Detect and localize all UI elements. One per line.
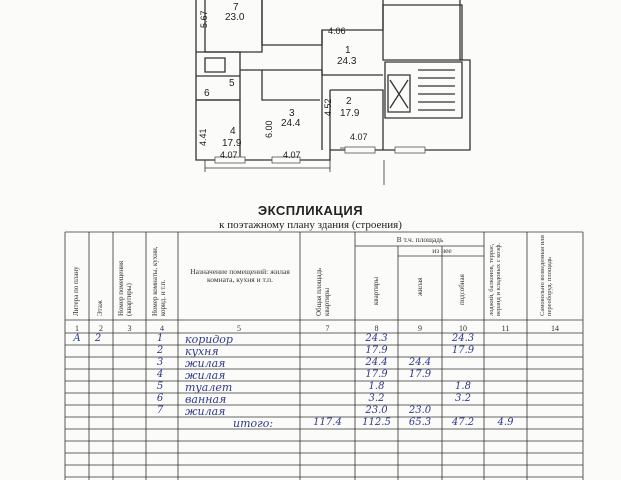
header-total-area: Общая площадь квартиры: [315, 267, 331, 316]
header-apartment-number: Номер помещения (квартиры): [117, 260, 133, 316]
room-number-label: 3: [289, 108, 295, 119]
litera-cell: А: [73, 333, 81, 344]
dimension-label: 4.07: [283, 150, 301, 160]
column-number: 7: [325, 324, 330, 333]
dimension-label: 4.07: [220, 150, 238, 160]
room-number-cell: 7: [156, 405, 164, 416]
apartment-area-cell: 24.4: [365, 357, 388, 368]
auxiliary-area-cell: 1.8: [455, 381, 471, 392]
total-auxiliary-area-cell: 47.2: [451, 417, 475, 428]
column-number: 3: [127, 324, 132, 333]
room-number-label: 7: [233, 2, 239, 13]
column-number: 4: [160, 324, 164, 333]
apartment-area-cell: 23.0: [365, 405, 388, 416]
auxiliary-area-cell: 3.2: [455, 393, 471, 404]
column-number: 5: [237, 324, 241, 333]
room-number-label: 5: [229, 78, 235, 89]
header-floor: Этаж: [96, 300, 104, 316]
auxiliary-area-cell: 24.3: [451, 333, 475, 344]
room-number-label: 2: [346, 96, 352, 107]
apartment-area-cell: 17.9: [365, 369, 388, 380]
dimension-label: 4.06: [328, 26, 346, 36]
header-room-number: Номер комнаты, кухни, корид. и т.п.: [151, 246, 167, 316]
room-number-cell: 3: [156, 357, 164, 368]
header-of-which: из нее: [432, 246, 452, 255]
dimension-label: 5.67: [199, 10, 209, 28]
room-area-label: 24.3: [337, 56, 357, 67]
living-area-cell: 23.0: [408, 405, 432, 416]
header-loggias: лоджий, балконов, террас, веранд и кладовых с коэф.: [488, 243, 502, 316]
room-number-cell: 4: [156, 369, 164, 380]
living-area-cell: 24.4: [408, 357, 432, 368]
page-title: ЭКСПЛИКАЦИЯ: [257, 203, 364, 218]
room-area-label: 24.4: [281, 118, 301, 129]
dimension-label: 6.00: [264, 120, 274, 138]
room-number-cell: 5: [156, 381, 164, 392]
page-subtitle: к поэтажному плану здания (строения): [219, 219, 402, 231]
total-area-cell: 117.4: [313, 417, 342, 428]
total-loggia-area-cell: 4.9: [497, 417, 514, 428]
room-name-cell: туалет: [185, 381, 233, 394]
column-number: 11: [501, 324, 510, 333]
floor-cell: 2: [94, 333, 102, 344]
dimension-label: 4.41: [198, 128, 208, 146]
column-number: 9: [418, 324, 422, 333]
dimension-label: 4.52: [323, 98, 333, 116]
room-number-cell: 1: [156, 333, 164, 344]
total-living-area-cell: 65.3: [408, 417, 432, 428]
auxiliary-area-cell: 17.9: [451, 345, 475, 356]
living-area-cell: 17.9: [408, 369, 432, 380]
apartment-area-cell: 1.8: [368, 381, 385, 392]
room-area-label: 17.9: [340, 108, 360, 119]
room-name-cell: жилая: [185, 369, 226, 382]
column-number: 14: [551, 324, 559, 333]
room-name-cell: жилая: [185, 405, 226, 418]
dimension-label: 4.07: [350, 132, 368, 142]
apartment-area-cell: 24.3: [365, 333, 388, 344]
room-number-cell: 2: [156, 345, 164, 356]
column-number: 8: [374, 324, 379, 333]
header-auxiliary: подсобная: [458, 274, 466, 305]
room-name-cell: кухня: [185, 345, 219, 358]
room-area-label: 23.0: [225, 12, 245, 23]
room-number-label: 4: [230, 126, 236, 137]
room-number-cell: 6: [156, 393, 164, 404]
header-self-built-area: Самовольно возведенная или переоборуд. площадь: [539, 235, 553, 316]
room-name-cell: жилая: [185, 357, 226, 370]
room-number-label: 1: [345, 45, 351, 56]
column-number: 1: [75, 324, 79, 333]
header-litera: Литера по плану: [72, 266, 80, 316]
apartment-area-cell: 17.9: [365, 345, 388, 356]
column-number: 2: [99, 324, 103, 333]
apartment-area-cell: 3.2: [368, 393, 385, 404]
header-living: жилая: [416, 277, 424, 296]
room-name-cell: ванная: [185, 393, 227, 406]
total-apartment-area-cell: 112.5: [362, 417, 391, 428]
header-including-area: В т.ч. площадь: [396, 235, 444, 244]
total-label: итого:: [233, 417, 274, 430]
header-purpose: Назначение помещений: жилая комната, кухня и т.п.: [190, 267, 290, 284]
header-apartments: квартиры: [372, 276, 380, 305]
room-area-label: 17.9: [222, 138, 242, 149]
room-number-label: 6: [204, 88, 210, 99]
room-name-cell: коридор: [185, 333, 233, 346]
column-number: 10: [459, 324, 467, 333]
